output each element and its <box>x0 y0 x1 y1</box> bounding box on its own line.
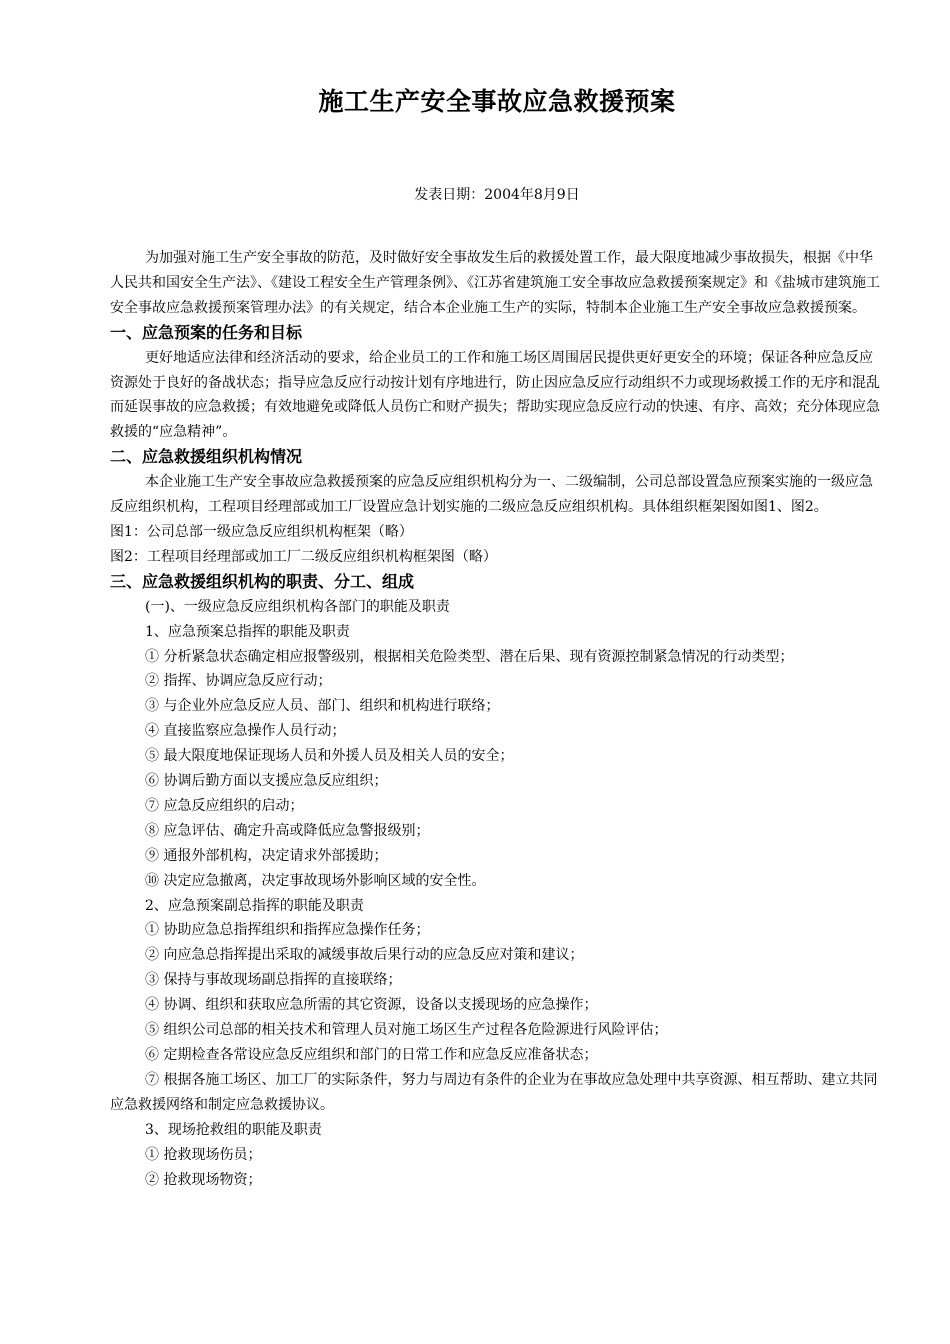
list-item: ③ 保持与事故现场副总指挥的直接联络； <box>145 972 402 989</box>
list-item: ③ 与企业外应急反应人员、部门、组织和机构进行联络； <box>145 698 500 715</box>
group1-title: 1、应急预案总指挥的职能及职责 <box>145 623 350 640</box>
figure2-caption: 图2：工程项目经理部或加工厂二级反应组织机构框架图（略） <box>110 548 497 565</box>
list-item: ④ 直接监察应急操作人员行动； <box>145 723 346 740</box>
section2-paragraph: 本企业施工生产安全事故应急救援预案的应急反应组织机构分为一、二级编制，公司总部设置急应预案实施的一级应急反应组织机构，工程项目经理部或加工厂设置应急计划实施的二级应急反应组织机构。具体组织框架图如图1、图2。 <box>110 474 873 516</box>
list-item: ④ 协调、组织和获取应急所需的其它资源，设备以支援现场的应急操作； <box>145 997 598 1014</box>
list-item: ① 抢救现场伤员； <box>145 1146 262 1163</box>
list-item: ⑦ 应急反应组织的启动； <box>145 797 304 814</box>
intro-paragraph: 为加强对施工生产安全事故的防范，及时做好安全事故发生后的救援处置工作，最大限度地减少事故损失，根据《中华人民共和国安全生产法》、《建设工程安全生产管理条例》、《江苏省建筑施工安全事故应急救援预案规定》和《盐城市建筑施工安全事故应急救援预案管理办法》的有关规定，结合本企业施工生产的实际，特制本企业施工生产安全事故应急救援预案。 <box>110 250 880 316</box>
section1-heading: 一、应急预案的任务和目标 <box>110 322 303 342</box>
section1-paragraph: 更好地适应法律和经济活动的要求，给企业员工的工作和施工场区周围居民提供更好更安全的环境；保证各种应急反应资源处于良好的备战状态；指导应急反应行动按计划有序地进行，防止因应急反应行动组织不力或现场救援工作的无序和混乱而延误事故的应急救援；有效地避免或降低人员伤亡和财产损失；帮助实现应急反应行动的快速、有序、高效；充分体现应急救援的“应急精神”。 <box>110 349 880 441</box>
list-item: ⑦ 根据各施工场区、加工厂的实际条件，努力与周边有条件的企业为在事故应急处理中共享资源、相互帮助、建立共同应急救援网络和制定应急救援协议。 <box>110 1071 878 1113</box>
list-item: ② 指挥、协调应急反应行动； <box>145 673 332 690</box>
document-body <box>110 246 886 1192</box>
list-item: ② 抢救现场物资； <box>145 1171 262 1188</box>
list-item: ① 分析紧急状态确定相应报警级别，根据相关危险类型、潜在后果、现有资源控制紧急情况的行动类型； <box>145 648 794 665</box>
list-item: ⑤ 最大限度地保证现场人员和外援人员及相关人员的安全； <box>145 748 514 765</box>
list-item: ⑥ 协调后勤方面以支援应急反应组织； <box>145 773 388 790</box>
page-title: 施工生产安全事故应急救援预案 <box>318 87 676 116</box>
list-item: ⑤ 组织公司总部的相关技术和管理人员对施工场区生产过程各危险源进行风险评估； <box>145 1022 668 1039</box>
list-item: ⑨ 通报外部机构，决定请求外部援助； <box>145 847 388 864</box>
section3-subheading: (一)、一级应急反应组织机构各部门的职能及职责 <box>145 598 450 615</box>
figure1-caption: 图1：公司总部一级应急反应组织机构框架（略） <box>110 523 413 540</box>
list-item: ⑩ 决定应急撤离，决定事故现场外影响区域的安全性。 <box>145 872 486 889</box>
publish-date: 发表日期：2004年8月9日 <box>414 187 580 203</box>
section3-heading: 三、应急救援组织机构的职责、分工、组成 <box>110 571 415 591</box>
list-item: ⑧ 应急评估、确定升高或降低应急警报级别； <box>145 822 430 839</box>
list-item: ⑥ 定期检查各常设应急反应组织和部门的日常工作和应急反应准备状态； <box>145 1047 598 1063</box>
section2-heading: 二、应急救援组织机构情况 <box>110 447 303 467</box>
list-item: ② 向应急总指挥提出采取的减缓事故后果行动的应急反应对策和建议； <box>145 947 584 964</box>
list-item: ① 协助应急总指挥组织和指挥应急操作任务； <box>145 922 430 939</box>
group2-title: 2、应急预案副总指挥的职能及职责 <box>145 897 364 914</box>
group3-title: 3、现场抢救组的职能及职责 <box>145 1121 322 1138</box>
